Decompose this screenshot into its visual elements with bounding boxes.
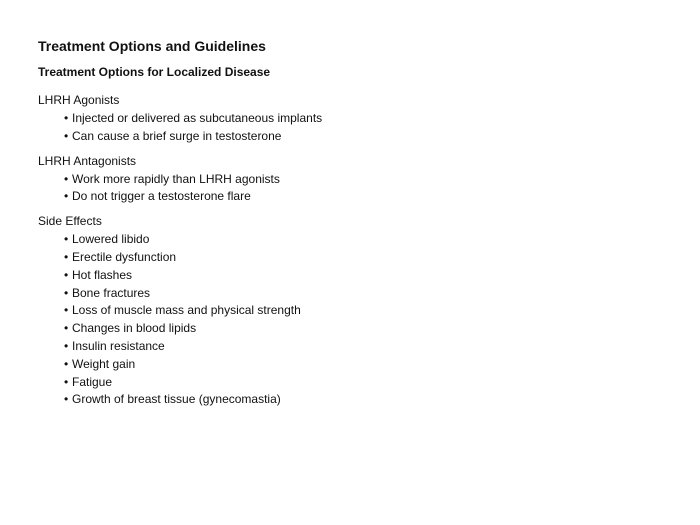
list-item [64,391,700,409]
list-item-text: Changes in blood lipids [72,321,197,336]
list-item [64,249,700,267]
bullet-list [38,231,700,409]
list-item [64,302,700,320]
list-item-text: Do not trigger a testosterone flare [72,189,251,204]
list-item-text: Insulin resistance [72,338,165,353]
bullet-icon: • [64,111,69,125]
bullet-icon: • [64,356,69,371]
bullet-icon: • [64,374,69,389]
page-subtitle: Treatment Options for Localized Disease [38,65,271,79]
section-heading: LHRH Agonists [38,93,120,107]
bullet-icon: • [64,189,69,204]
list-item-text: Bone fractures [72,285,151,300]
list-item-text: Weight gain [72,356,136,371]
bullet-icon: • [64,267,69,282]
bullet-icon: • [64,128,69,143]
list-item [64,320,700,338]
list-item [64,356,700,374]
list-item [64,128,700,146]
page-title: Treatment Options and Guidelines [38,38,266,54]
list-item-text: Injected or delivered as subcutaneous implants [72,111,323,125]
bullet-icon: • [64,392,69,407]
bullet-icon: • [64,338,69,353]
list-item [64,267,700,285]
list-item-text: Loss of muscle mass and physical strength [72,303,301,318]
bullet-list [38,110,700,146]
section-lhrh-antagonists [38,153,700,207]
list-item [64,231,700,249]
section-lhrh-agonists [38,92,700,146]
bullet-list [38,171,700,207]
bullet-icon: • [64,303,69,318]
list-item-text: Lowered libido [72,232,150,247]
bullet-icon: • [64,249,69,264]
list-item [64,285,700,303]
list-item [64,110,700,128]
list-item [64,374,700,392]
list-item-text: Work more rapidly than LHRH agonists [72,171,280,186]
list-item-text: Erectile dysfunction [72,249,177,264]
bullet-icon: • [64,321,69,336]
bullet-icon: • [64,232,69,247]
list-item-text: Can cause a brief surge in testosterone [72,128,282,143]
list-item [64,171,700,189]
list-item-text: Growth of breast tissue (gynecomastia) [72,392,281,407]
list-item [64,338,700,356]
section-side-effects [38,213,700,409]
list-item [64,188,700,206]
bullet-icon: • [64,285,69,300]
list-item-text: Hot flashes [72,267,133,282]
section-heading: Side Effects [38,214,102,229]
list-item-text: Fatigue [72,374,113,389]
section-heading: LHRH Antagonists [38,153,137,168]
bullet-icon: • [64,171,69,186]
